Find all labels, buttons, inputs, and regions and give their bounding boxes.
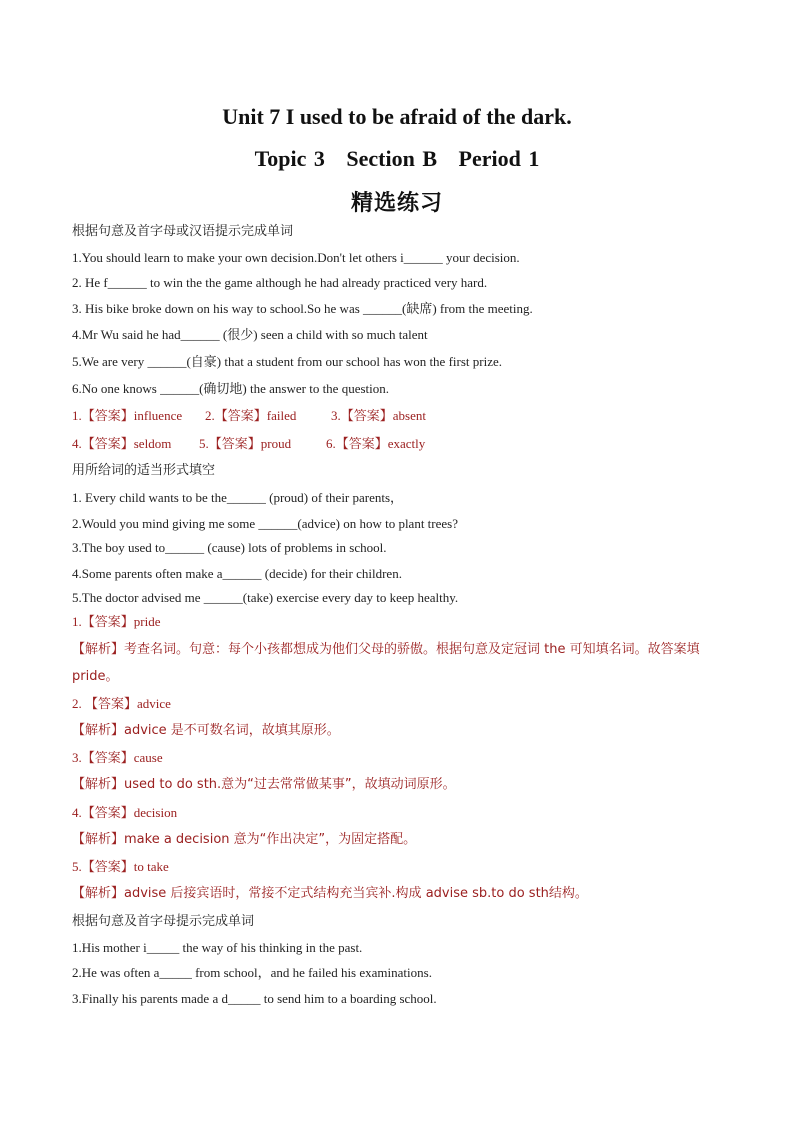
part2-explanation: 【解析】used to do sth.意为“过去常常做某事”，故填动词原形。	[72, 777, 456, 792]
part1-question: 4.Mr Wu said he had______ (很少) seen a child with so much talent	[72, 327, 428, 342]
part2-heading: 用所给词的适当形式填空	[72, 463, 216, 478]
part3-question: 2.He was often a_____ from school，and he failed his examinations.	[72, 965, 432, 980]
part1-answers-row	[72, 408, 426, 424]
part2-explanation: 【解析】考查名词。句意：每个小孩都想成为他们父母的骄傲。根据句意及定冠词 the 可知填名词。故答案填 pride。	[72, 642, 700, 684]
part1-answers-row	[72, 436, 425, 452]
part1-question: 1.You should learn to make your own decision.Don't let others i______ your decision.	[72, 250, 520, 265]
part3-heading: 根据句意及首字母提示完成单词	[72, 914, 255, 929]
section-label: Section B	[346, 146, 438, 171]
answer-item: 3.【答案】absent	[331, 408, 426, 423]
part2-question: 1. Every child wants to be the______ (proud) of their parents，	[72, 490, 404, 505]
part2-answer: 2. 【答案】advice	[72, 696, 171, 711]
exercise-subtitle: 精选练习	[350, 191, 443, 216]
answer-item: 2.【答案】failed	[205, 408, 297, 423]
period-label: Period 1	[458, 146, 540, 171]
part1-question: 5.We are very ______(自豪) that a student from our school has won the first prize.	[72, 354, 503, 369]
part2-explanation: 【解析】advise 后接宾语时，常接不定式结构充当宾补.构成 advise sb.to do sth结构。	[72, 886, 588, 901]
part2-answer: 1.【答案】pride	[72, 614, 161, 629]
part2-answer: 4.【答案】decision	[72, 805, 178, 820]
part1-question: 6.No one knows ______(确切地) the answer to the question.	[72, 381, 390, 396]
part2-question: 4.Some parents often make a______ (decide) for their children.	[72, 566, 402, 581]
part1-question: 2. He f______ to win the the game although he had already practiced very hard.	[72, 275, 488, 290]
unit-title: Unit 7 I used to be afraid of the dark.	[222, 104, 572, 129]
answer-item: 1.【答案】influence	[72, 408, 183, 423]
part3-question: 1.His mother i_____ the way of his thinking in the past.	[72, 940, 363, 955]
topic-label: Topic 3	[254, 146, 325, 171]
part2-answer: 3.【答案】cause	[72, 750, 163, 765]
part1-question: 3. His bike broke down on his way to school.So he was ______(缺席) from the meeting.	[72, 301, 533, 316]
part2-explanation: 【解析】advice 是不可数名词，故填其原形。	[72, 723, 340, 738]
part2-question: 5.The doctor advised me ______(take) exercise every day to keep healthy.	[72, 590, 459, 605]
part2-question: 3.The boy used to______ (cause) lots of problems in school.	[72, 540, 387, 555]
topic-section-period	[0, 146, 794, 172]
part2-question: 2.Would you mind giving me some ______(advice) on how to plant trees?	[72, 516, 458, 531]
part3-question: 3.Finally his parents made a d_____ to send him to a boarding school.	[72, 991, 437, 1006]
answer-item: 5.【答案】proud	[199, 436, 292, 451]
part2-answer: 5.【答案】to take	[72, 859, 169, 874]
answer-item: 4.【答案】seldom	[72, 436, 172, 451]
part2-explanation: 【解析】make a decision 意为“作出决定”，为固定搭配。	[72, 832, 417, 847]
part1-heading: 根据句意及首字母或汉语提示完成单词	[72, 224, 294, 239]
answer-item: 6.【答案】exactly	[326, 436, 426, 451]
